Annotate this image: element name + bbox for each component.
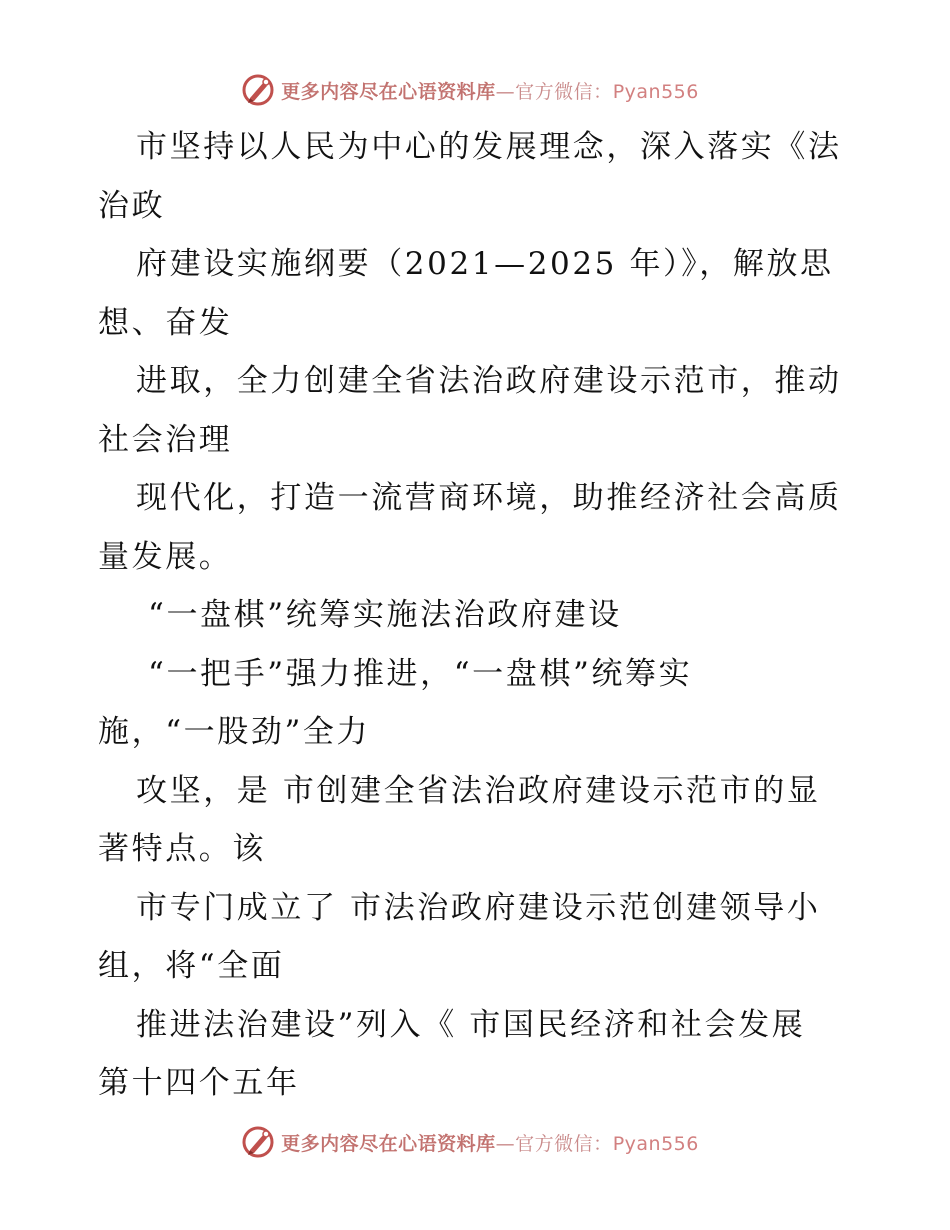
document-body	[98, 118, 858, 1113]
text-line: 攻坚，是 市创建全省法治政府建设示范市的显	[136, 772, 821, 809]
watermark-separator: —	[495, 80, 516, 103]
watermark-wechat-id: Pyan556	[612, 1132, 699, 1155]
watermark-separator: —	[495, 1132, 516, 1155]
text-line: 社会治理	[98, 421, 233, 458]
text-line: 量发展。	[98, 538, 233, 575]
header-watermark	[0, 70, 950, 110]
watermark-group	[241, 73, 699, 107]
watermark-title: 更多内容尽在心语资料库	[281, 1132, 496, 1155]
footer-watermark	[0, 1122, 950, 1162]
text-line: 想、奋发	[98, 304, 233, 341]
watermark-title: 更多内容尽在心语资料库	[281, 80, 496, 103]
text-line: 施，“一股劲”全力	[98, 714, 371, 750]
text-line: 现代化，打造一流营商环境，助推经济社会高质	[136, 480, 842, 516]
text-line: 府建设实施纲要（2021—2025 年）》，解放思	[136, 246, 834, 282]
text-line: 推进法治建设”列入《 市国民经济和社会发展	[136, 1006, 806, 1043]
watermark-group	[241, 1125, 699, 1159]
text-line: 市坚持以人民为中心的发展理念，深入落实《法	[136, 129, 842, 165]
pen-logo-icon	[241, 1125, 275, 1159]
text-line: “一盘棋”统筹实施法治政府建设	[148, 597, 622, 633]
text-line: 组，将“全面	[98, 948, 285, 984]
text-line: 第十四个五年	[98, 1065, 300, 1101]
text-line: 市专门成立了 市法治政府建设示范创建领导小	[136, 889, 821, 926]
watermark-contact-label: 官方微信：	[515, 80, 613, 103]
watermark-contact-label: 官方微信：	[515, 1132, 613, 1155]
text-line: 治政	[98, 187, 166, 224]
text-line: 进取，全力创建全省法治政府建设示范市，推动	[136, 363, 842, 399]
text-line: “一把手”强力推进，“一盘棋”统筹实	[148, 655, 693, 692]
watermark-wechat-id: Pyan556	[612, 80, 699, 103]
text-line: 著特点。该	[98, 831, 266, 867]
pen-logo-icon	[241, 73, 275, 107]
